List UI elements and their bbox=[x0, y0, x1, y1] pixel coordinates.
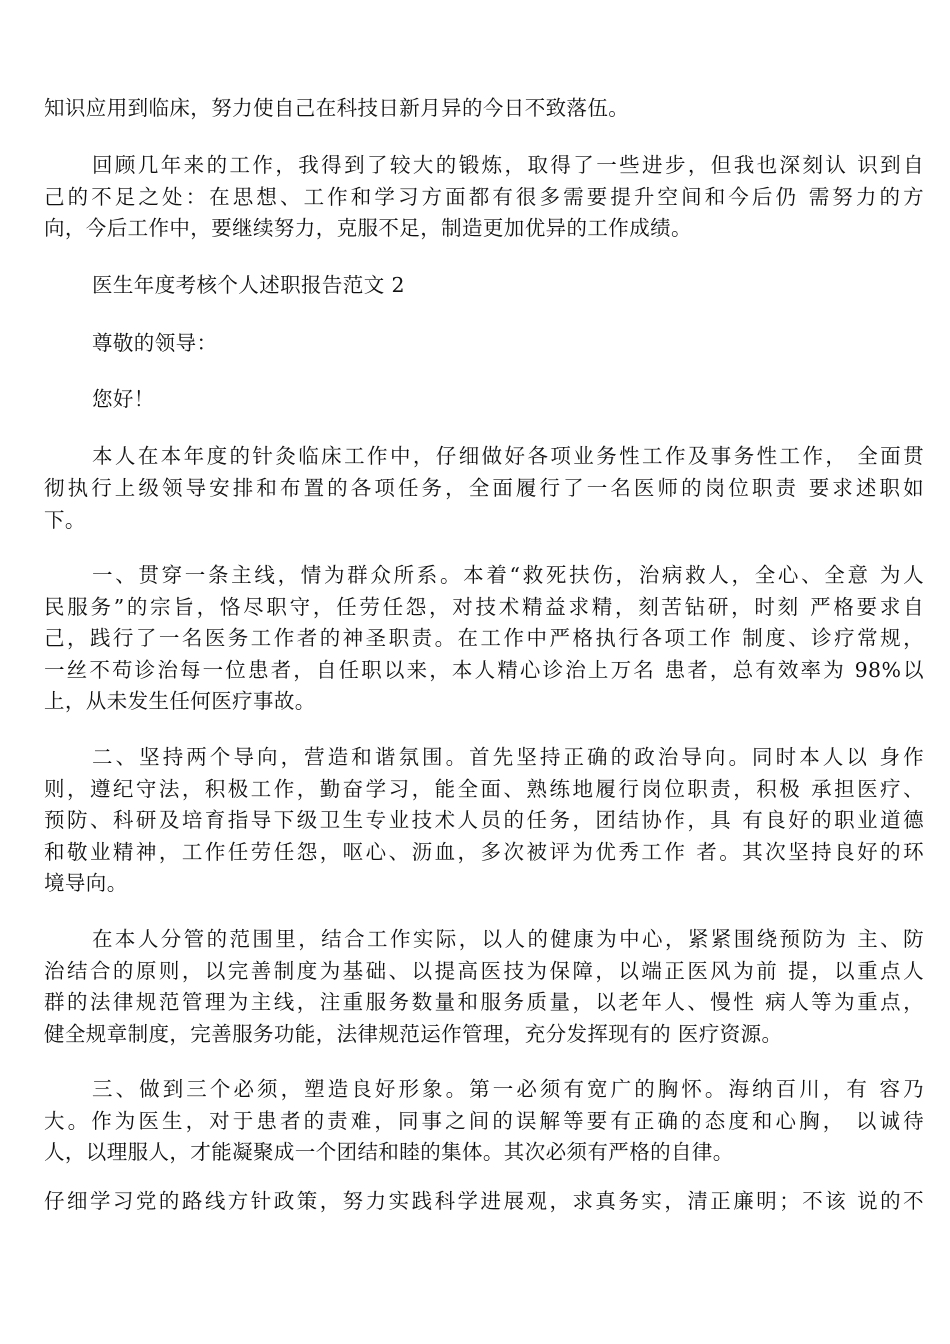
text-line-1: 知识应用到临床，努力使自己在科技日新月异的今日不致落伍。 bbox=[44, 96, 630, 120]
text-line-3: 己的不足之处：在思想、工作和学习方面都有很多需要提升空间和今后仍 需努力的方 bbox=[44, 185, 924, 209]
text-line-10: 下。 bbox=[44, 508, 86, 532]
text-line-25: 三、做到三个必须，塑造良好形象。第一必须有宽广的胸怀。海纳百川，有 容乃 bbox=[92, 1077, 924, 1101]
text-line-18: 预防、科研及培育指导下级卫生专业技术人员的任务，团结协作，具 有良好的职业道德 bbox=[44, 808, 924, 832]
text-line-12: 民服务”的宗旨，恪尽职守，任劳任怨，对技术精益求精，刻苦钻研，时刻 严格要求自 bbox=[44, 595, 924, 619]
text-line-23: 群的法律规范管理为主线，注重服务数量和服务质量，以老年人、慢性 病人等为重点， bbox=[44, 990, 924, 1014]
text-line-28: 仔细学习党的路线方针政策，努力实践科学进展观，求真务实，清正廉明；不该 说的不 bbox=[44, 1189, 924, 1213]
text-line-21: 在本人分管的范围里，结合工作实际，以人的健康为中心，紧紧围绕预防为 主、防 bbox=[92, 927, 924, 951]
text-line-26: 大。作为医生，对于患者的责难，同事之间的误解等要有正确的态度和心胸， 以诚待 bbox=[44, 1109, 924, 1133]
text-line-4: 向，今后工作中，要继续努力，克服不足，制造更加优异的工作成绩。 bbox=[44, 216, 692, 240]
text-line-17: 则，遵纪守法，积极工作，勤奋学习，能全面、熟练地履行岗位职责，积极 承担医疗、 bbox=[44, 777, 924, 801]
text-line-16: 二、坚持两个导向，营造和谐氛围。首先坚持正确的政治导向。同时本人以 身作 bbox=[92, 745, 924, 769]
salutation: 尊敬的领导： bbox=[92, 331, 218, 355]
text-line-9: 彻执行上级领导安排和布置的各项任务，全面履行了一名医师的岗位职责 要求述职如 bbox=[44, 476, 924, 500]
text-line-14: 一丝不苟诊治每一位患者，自任职以来，本人精心诊治上万名 患者，总有效率为 98%以 bbox=[44, 658, 924, 682]
text-line-19: 和敬业精神，工作任劳任怨，呕心、沥血，多次被评为优秀工作 者。其次坚持良好的环 bbox=[44, 840, 924, 864]
text-line-27: 人，以理服人，才能凝聚成一个团结和睦的集体。其次必须有严格的自律。 bbox=[44, 1140, 734, 1164]
text-line-8: 本人在本年度的针灸临床工作中，仔细做好各项业务性工作及事务性工作， 全面贯 bbox=[92, 444, 924, 468]
text-line-11: 一、贯穿一条主线，情为群众所系。本着“救死扶伤，治病救人，全心、全意 为人 bbox=[92, 563, 924, 587]
text-line-20: 境导向。 bbox=[44, 871, 128, 895]
text-line-24: 健全规章制度，完善服务功能，法律规范运作管理，充分发挥现有的 医疗资源。 bbox=[44, 1022, 783, 1046]
text-line-2: 回顾几年来的工作，我得到了较大的锻炼，取得了一些进步，但我也深刻认 识到自 bbox=[92, 153, 924, 177]
greeting: 您好！ bbox=[92, 387, 155, 411]
text-line-13: 己，践行了一名医务工作者的神圣职责。在工作中严格执行各项工作 制度、诊疗常规， bbox=[44, 626, 924, 650]
text-line-15: 上，从未发生任何医疗事故。 bbox=[44, 689, 316, 713]
section-title: 医生年度考核个人述职报告范文 2 bbox=[92, 273, 405, 297]
text-line-22: 治结合的原则，以完善制度为基础、以提高医技为保障，以端正医风为前 提，以重点人 bbox=[44, 959, 924, 983]
